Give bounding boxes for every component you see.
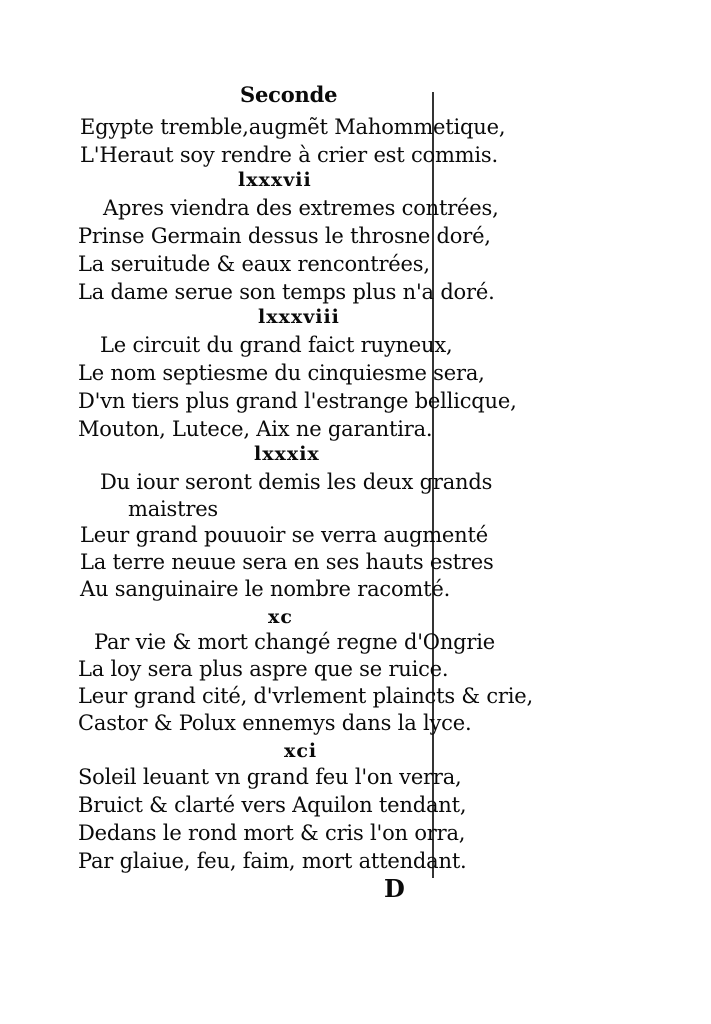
verse-line: Par vie & mort changé regne d'Ongrie bbox=[94, 630, 495, 654]
quatrain-number: lxxxvii bbox=[238, 169, 312, 191]
verse-line: L'Heraut soy rendre à crier est commis. bbox=[80, 143, 498, 167]
quatrain-number: xci bbox=[284, 740, 318, 762]
quatrain-number: lxxxix bbox=[254, 443, 320, 465]
verse-line: Du iour seront demis les deux grands bbox=[100, 470, 493, 494]
verse-line: Leur grand cité, d'vrlement plaincts & crie, bbox=[78, 684, 533, 708]
verse-line: Apres viendra des extremes contrées, bbox=[103, 196, 499, 220]
verse-line: Bruict & clarté vers Aquilon tendant, bbox=[78, 793, 467, 817]
verse-line: Mouton, Lutece, Aix ne garantira. bbox=[78, 417, 433, 441]
verse-line: La dame serue son temps plus n'a doré. bbox=[78, 280, 495, 304]
verse-line: Le nom septiesme du cinquiesme sera, bbox=[78, 361, 485, 385]
quatrain-number: lxxxviii bbox=[258, 306, 340, 328]
verse-line: Leur grand pouuoir se verra augmenté bbox=[80, 523, 488, 547]
verse-line: Dedans le rond mort & cris l'on orra, bbox=[78, 821, 466, 845]
verse-line: Au sanguinaire le nombre racomté. bbox=[80, 577, 451, 601]
verse-line: Egypte tremble,augmẽt Mahommetique, bbox=[80, 115, 506, 139]
verse-line: Prinse Germain dessus le throsne doré, bbox=[78, 224, 491, 248]
signature-mark: D bbox=[384, 874, 405, 903]
verse-line: Le circuit du grand faict ruyneux, bbox=[100, 333, 453, 357]
verse-line: La terre neuue sera en ses hauts estres bbox=[80, 550, 494, 574]
verse-line: La loy sera plus aspre que se ruice. bbox=[78, 657, 449, 681]
verse-line: maistres bbox=[128, 497, 219, 521]
verse-line: La seruitude & eaux rencontrées, bbox=[78, 252, 430, 276]
verse-line: Par glaiue, feu, faim, mort attendant. bbox=[78, 849, 467, 873]
quatrain-number: xc bbox=[268, 606, 293, 628]
verse-line: D'vn tiers plus grand l'estrange bellicque, bbox=[78, 389, 517, 413]
verse-line: Castor & Polux ennemys dans la lyce. bbox=[78, 711, 472, 735]
running-header: Seconde bbox=[240, 82, 338, 107]
verse-line: Soleil leuant vn grand feu l'on verra, bbox=[78, 765, 462, 789]
